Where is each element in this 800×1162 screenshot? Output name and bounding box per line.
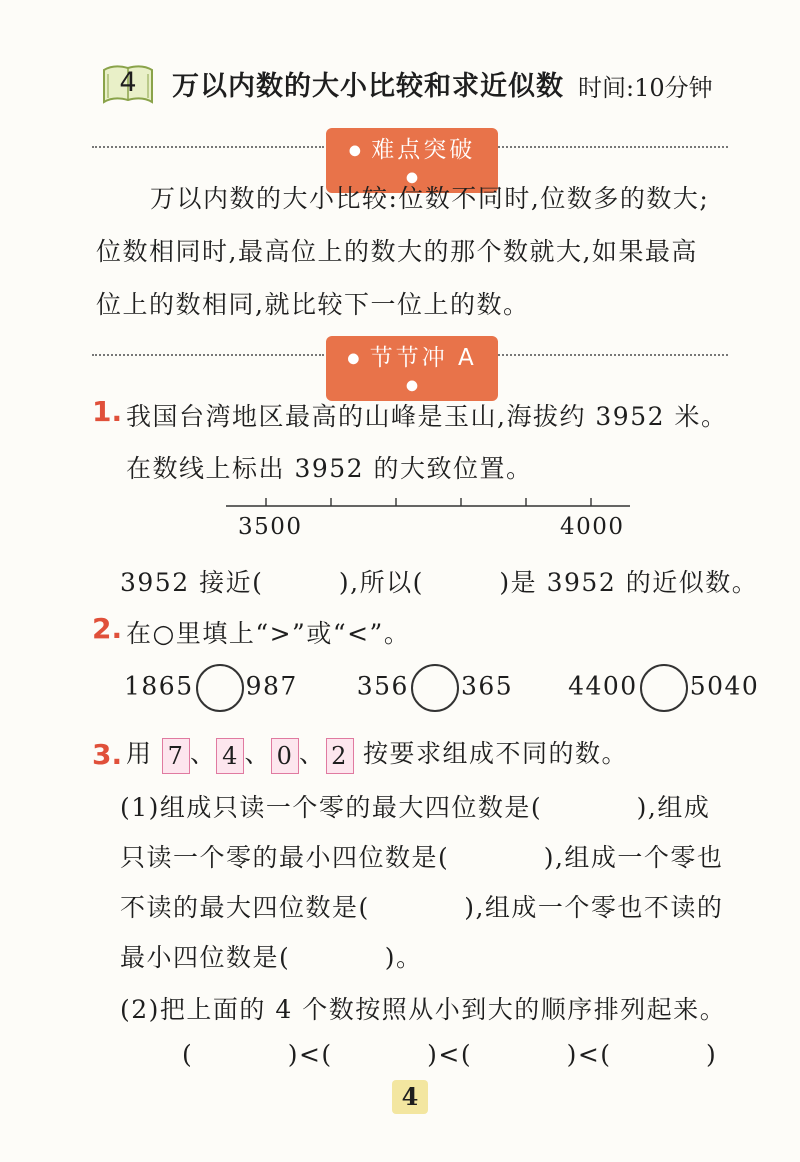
dot-icon: ● bbox=[348, 142, 361, 159]
compare-right: 5040 bbox=[689, 671, 760, 701]
question-prefix: 用 bbox=[126, 739, 153, 768]
question-part-line: (2)把上面的 4 个数按照从小到大的顺序排列起来。 bbox=[120, 995, 727, 1024]
separator: 、 bbox=[189, 739, 217, 768]
lesson-badge bbox=[100, 62, 156, 106]
section-divider-left bbox=[92, 146, 324, 148]
compare-row bbox=[124, 664, 759, 712]
digit-card: 0 bbox=[271, 738, 299, 774]
compare-circle[interactable] bbox=[196, 664, 244, 712]
question-text: 在数线上标出 3952 的大致位置。 bbox=[126, 454, 533, 483]
section-heading-label: 难点突破 bbox=[371, 137, 476, 163]
separator: 、 bbox=[244, 739, 271, 768]
page-title: 万以内数的大小比较和求近似数 bbox=[172, 71, 564, 102]
dot-icon: ● bbox=[405, 377, 419, 394]
question-text: 我国台湾地区最高的山峰是玉山,海拔约 3952 米。 bbox=[126, 402, 728, 431]
question-part-line[interactable]: 只读一个零的最小四位数是( ),组成一个零也 bbox=[120, 843, 724, 872]
lesson-number: 4 bbox=[119, 67, 137, 98]
compare-circle[interactable] bbox=[411, 664, 459, 712]
digit-card: 7 bbox=[162, 738, 190, 774]
compare-right: 987 bbox=[245, 671, 298, 701]
question-part-line[interactable]: 不读的最大四位数是( ),组成一个零也不读的 bbox=[120, 893, 724, 922]
compare-left: 356 bbox=[356, 671, 409, 701]
section-divider-right bbox=[498, 146, 728, 148]
ordering-answer-line[interactable]: ( )<( )<( )<( ) bbox=[182, 1040, 718, 1069]
digit-card: 4 bbox=[216, 738, 244, 774]
separator: 、 bbox=[299, 739, 326, 768]
question-answer-line[interactable]: 3952 接近( ),所以( )是 3952 的近似数。 bbox=[120, 568, 759, 597]
axis-label-right: 4000 bbox=[560, 514, 625, 540]
paragraph-line: 万以内数的大小比较:位数不同时,位数多的数大; bbox=[150, 184, 710, 213]
question-text bbox=[126, 734, 628, 774]
page-number: 4 bbox=[392, 1080, 428, 1114]
dot-icon: ● bbox=[347, 350, 360, 367]
dot-icon: ● bbox=[405, 169, 419, 186]
question-text: 在○里填上“>”或“<”。 bbox=[126, 619, 411, 648]
section-divider-right bbox=[498, 354, 728, 356]
compare-left: 1865 bbox=[124, 671, 194, 701]
time-label: 时间:10分钟 bbox=[578, 74, 713, 102]
compare-circle[interactable] bbox=[640, 664, 688, 712]
digit-card: 2 bbox=[326, 738, 354, 774]
question-part-line[interactable]: 最小四位数是( )。 bbox=[120, 943, 423, 972]
section-divider-left bbox=[92, 354, 324, 356]
section-heading-practice bbox=[326, 336, 498, 401]
question-suffix: 按要求组成不同的数。 bbox=[362, 739, 628, 768]
compare-right: 365 bbox=[460, 671, 514, 701]
section-heading-label: 节节冲 A bbox=[369, 345, 477, 371]
question-number: 2. bbox=[92, 612, 123, 645]
question-number: 3. bbox=[92, 738, 123, 771]
paragraph-line: 位上的数相同,就比较下一位上的数。 bbox=[96, 290, 530, 319]
axis-label-left: 3500 bbox=[238, 514, 303, 540]
compare-left: 4400 bbox=[568, 671, 638, 701]
question-number: 1. bbox=[92, 395, 123, 428]
question-part-line[interactable]: (1)组成只读一个零的最大四位数是( ),组成 bbox=[120, 793, 711, 822]
paragraph-line: 位数相同时,最高位上的数大的那个数就大,如果最高 bbox=[96, 237, 698, 266]
